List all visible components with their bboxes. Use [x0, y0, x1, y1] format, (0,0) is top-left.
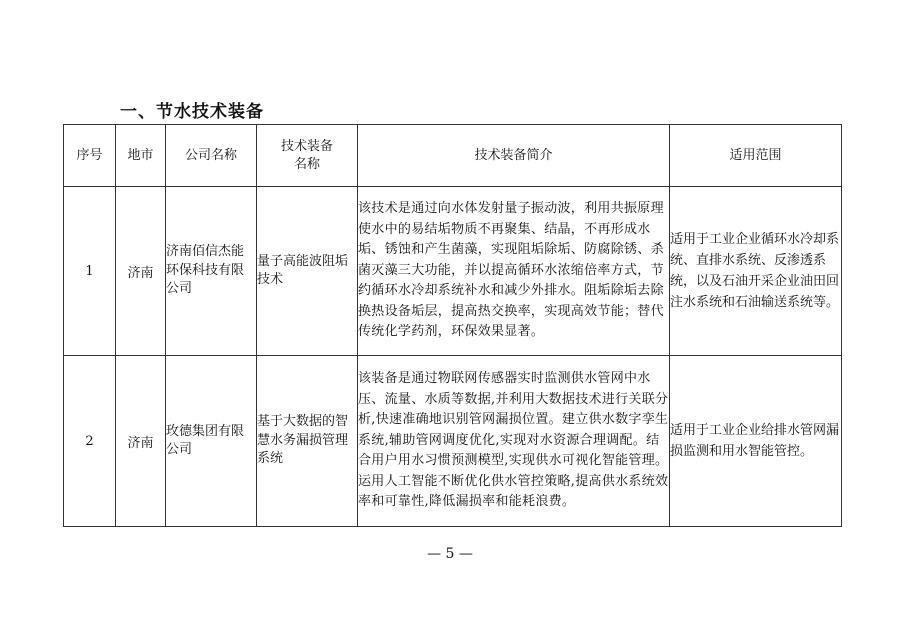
header-equipment-line1: 技术装备: [280, 138, 333, 154]
header-equipment-line2: 名称: [293, 156, 320, 172]
header-summary: 技术装备简介: [358, 125, 670, 187]
row-equipment: 量子高能波阻垢技术: [257, 187, 358, 356]
table-row: [64, 356, 842, 527]
header-scope: 适用范围: [670, 125, 842, 187]
header-index: 序号: [64, 125, 116, 187]
row-company: 玫德集团有限公司: [166, 356, 257, 527]
header-equipment: [257, 125, 358, 187]
row-equipment: 基于大数据的智慧水务漏损管理系统: [257, 356, 358, 527]
header-city: 地市: [116, 125, 166, 187]
table-header-row: [64, 125, 842, 187]
row-index: 2: [64, 356, 116, 527]
row-summary: 该装备是通过物联网传感器实时监测供水管网中水压、流量、水质等数据,并利用大数据技术进行关联分析,快速准确地识别管网漏损位置。建立供水数字孪生系统,辅助管网调度优化,实现对水资源合理调配。结合用户用水习惯预测模型,实现供水可视化智能管理。运用人工智能不断优化供水管控策略,提高供水系统效率和可靠性,降低漏损率和能耗浪费。: [358, 356, 670, 527]
row-city: 济南: [116, 356, 166, 527]
row-scope: 适用于工业企业给排水管网漏损监测和用水智能管控。: [670, 356, 842, 527]
row-company: 济南佰信杰能环保科技有限公司: [166, 187, 257, 356]
page-number: — 5 —: [427, 546, 473, 562]
row-scope: 适用于工业企业循环水冷却系统、直排水系统、反渗透系统，以及石油开采企业油田回注水系统和石油输送系统等。: [670, 187, 842, 356]
table-row: [64, 187, 842, 356]
row-city: 济南: [116, 187, 166, 356]
equipment-table: [63, 124, 842, 527]
row-summary: 该技术是通过向水体发射量子振动波，利用共振原理使水中的易结垢物质不再聚集、结晶，不再形成水垢、锈蚀和产生菌藻，实现阻垢除垢、防腐除锈、杀菌灭藻三大功能，并以提高循环水浓缩倍率方式，节约循环水冷却系统补水和减少外排水。阻垢除垢去除换热设备垢层，提高热交换率，实现高效节能；替代传统化学药剂，环保效果显著。: [358, 187, 670, 356]
row-index: 1: [64, 187, 116, 356]
header-company: 公司名称: [166, 125, 257, 187]
section-heading: 一、节水技术装备: [120, 102, 264, 122]
